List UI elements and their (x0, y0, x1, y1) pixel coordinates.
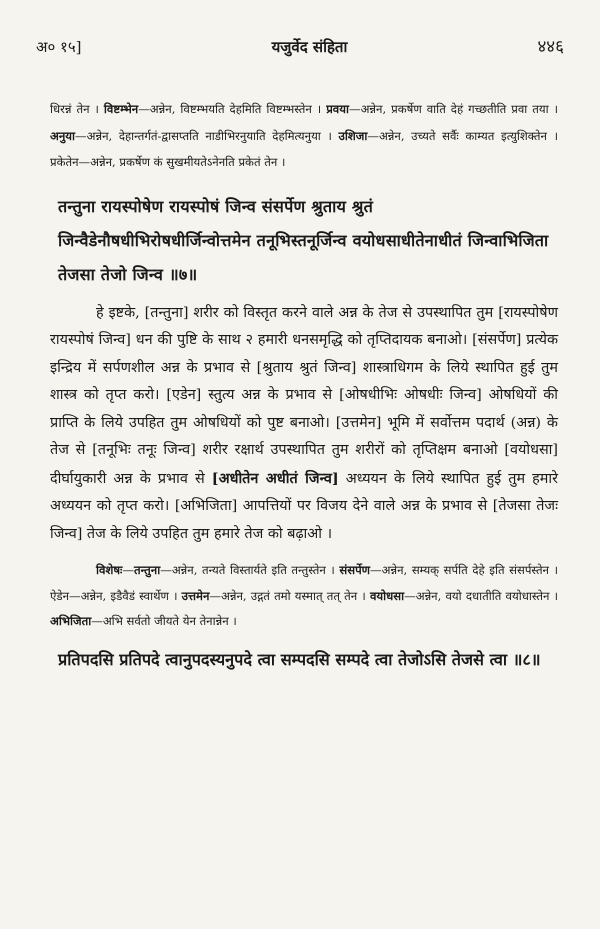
running-title: यजुर्वेद संहिता (271, 38, 348, 56)
keyword: [अभिजिता] (174, 498, 238, 514)
keyword: [वयोधसा] (504, 442, 559, 458)
commentary-top: धिरन्नं तेन । विष्टम्भेन—अन्नेन, विष्टम्भयति देहमिति विष्टम्भस्तेन । प्रवया—अन्नेन, प्रकर्षेण वाति देहं गच्छतीति प्रवा तया । अनुया—अन्नेन, देहान्तर्गतं-द्वासप्तति नाडीभिरनुयाति देहमित्यनुया । उशिजा—अन्नेन, उच्यते सर्वैः काम्यत इत्युशिक्तेन । प्रकेतेन—अन्नेन, प्रकर्षेण कं सुखमीयतेऽनेनति प्रकेतं तेन । (50, 102, 558, 169)
keyword: [ओषधीभिः ओषधीः जिन्व] (339, 387, 482, 403)
keyword: [अधीतेन अधीतं जिन्व] (211, 469, 339, 487)
keyword: [तेजसा तेजः जिन्व] (50, 498, 559, 542)
page-header (36, 34, 564, 57)
translation-paragraph: हे इष्टके, [तन्तुना] शरीर को विस्तृत करने वाले अन्न के तेज से उपस्थापित तुम [रायस्पोषेण रायस्पोषं जिन्व] धन की पुष्टि के साथ २ हमारी धनसमृद्धि को तृप्तिदायक बनाओ। [संसर्पेण] प्रत्येक इन्द्रिय में सर्पणशील अन्न के प्रभाव से [श्रुताय श्रुतं जिन्व] शास्त्राधिगम के लिये स्थापित हुई तुम शास्त्र को तृप्त करो। [एडेन] स्तुत्य अन्न के प्रभाव से [ओषधीभिः ओषधीः जिन्व] ओषधियों की प्राप्ति के लिये उपहित तुम ओषधियों को पुष्ट बनाओ। [उत्तमेन] भूमि में सर्वोत्तम पदार्थ (अन्न) के तेज से [तनूभिः तनूः जिन्व] शरीर रक्षार्थ उपस्थापित तुम शरीरों को तृप्तिक्षम बनाओ [वयोधसा] दीर्घायुकारी अन्न के प्रभाव से [अधीतेन अधीतं जिन्व] अध्ययन के लिये स्थापित हुई तुम हमारे अध्ययन को तृप्त करो। [अभिजिता] आपत्तियों पर विजय देने वाले अन्न के प्रभाव से [तेजसा तेजः जिन्व] तेज के लिये उपहित तुम हमारे तेज को बढ़ाओ । (50, 304, 559, 542)
mantra-7: तन्तुना रायस्पोषेण रायस्पोषं जिन्व संसर्पेण श्रुताय श्रुतं जिन्वैडेनौषधीभिरोषधीर्जिन्वोत्तमेन तनूभिस्तनूर्जिन्व वयोधसाधीतेनाधीतं जिन्वाभिजिता तेजसा तेजो जिन्व ॥७॥ (58, 196, 549, 284)
keyword: [एडेन] (166, 387, 202, 403)
keyword: [रायस्पोषेण रायस्पोषं जिन्व] (50, 304, 558, 348)
keyword: [संसर्पेण] (472, 332, 522, 348)
mantra-8: प्रतिपदसि प्रतिपदे त्वानुपदस्यनुपदे त्वा सम्पदसि सम्पदे त्वा तेजोऽसि तेजसे त्वा ॥८॥ (58, 649, 541, 669)
notes-paragraph: विशेषः—तन्तुना—अन्नेन, तन्यते विस्तार्यते इति तन्तुस्तेन । संसर्पेण—अन्नेन, सम्यक् सर्पति देहे इति संसर्पस्तेन । ऐडेन—अन्नेन, इडैवैडं स्वार्थेण । उत्तमेन—अन्नेन, उद्गतं तमो यस्मात् तत् तेन । वयोधसा—अन्नेन, वयो दधातीति वयोधास्तेन । अभिजिता—अभि सर्वतो जीयते येन तेनान्नेन । (50, 563, 558, 628)
keyword: [उत्तमेन] (335, 414, 382, 431)
keyword: [श्रुताय श्रुतं जिन्व] (256, 359, 357, 376)
chapter-marker: अ० १५] (36, 38, 82, 56)
keyword: [तनूभिः तनूः जिन्व] (92, 442, 196, 458)
keyword: [तन्तुना] (144, 304, 189, 321)
page-body (50, 96, 558, 677)
page-number: ४४६ (537, 37, 564, 57)
